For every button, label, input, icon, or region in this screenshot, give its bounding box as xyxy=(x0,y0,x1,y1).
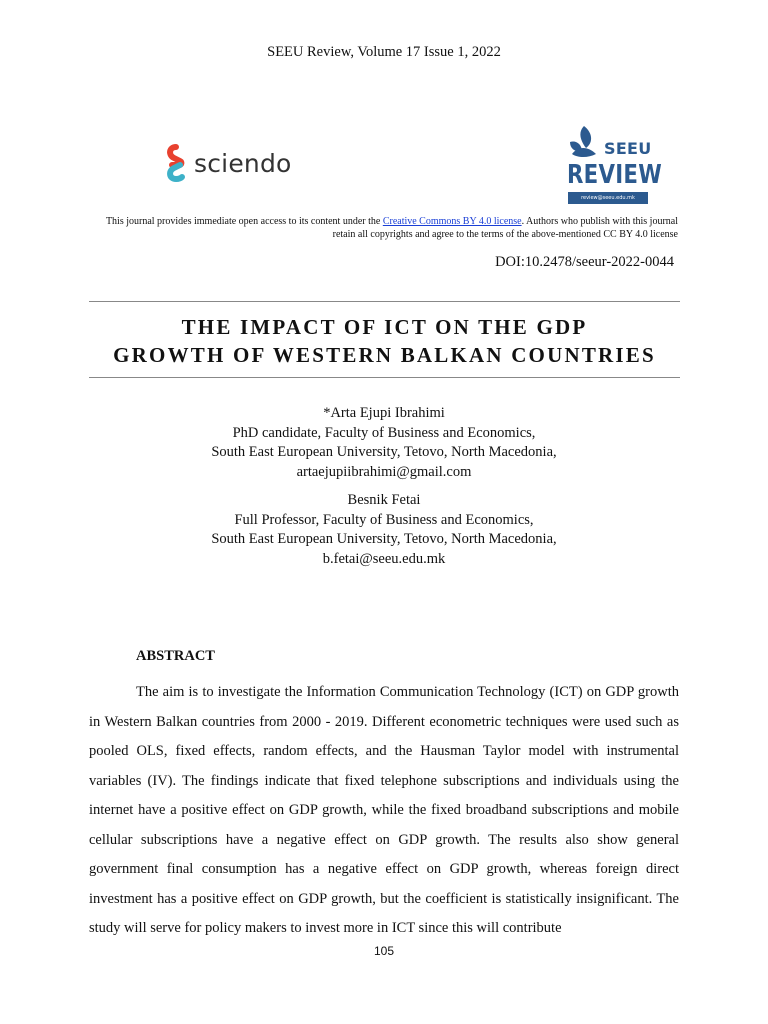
abstract-heading: ABSTRACT xyxy=(136,648,215,664)
author-email: artaejupiibrahimi@gmail.com xyxy=(296,463,472,480)
author-affiliation: South East European University, Tetovo, North Macedonia, xyxy=(211,444,557,460)
title-top-rule xyxy=(89,301,680,302)
abstract-body: The aim is to investigate the Information Communication Technology (ICT) on GDP growth in Western Balkan countries from 2000 - 2019. Different econometric techniques were used such as pooled OLS, fixed effects, random effects, and the Hausman Taylor model with instrumental variables (IV). The findings indicate that fixed telephone subscriptions and individuals using the internet have a positive effect on GDP growth, while the fixed broadband subscriptions and mobile cellular subscriptions have a negative effect on GDP growth. The results also show general government final consumption has a negative effect on GDP growth, whereas foreign direct investment has a positive effect on GDP growth, but the coefficient is statistically insignificant. The study will serve for policy makers to invest more in ICT since this will contribute xyxy=(89,684,679,936)
author-2 xyxy=(0,491,768,569)
author-name: *Arta Ejupi Ibrahimi xyxy=(323,405,445,421)
sciendo-mark-icon xyxy=(164,143,188,183)
title-line-1: THE IMPACT OF ICT ON THE GDP xyxy=(181,315,588,339)
title-line-2: GROWTH OF WESTERN BALKAN COUNTRIES xyxy=(113,343,656,367)
title-bottom-rule xyxy=(89,377,680,378)
sciendo-wordmark: sciendo xyxy=(194,148,292,178)
authors xyxy=(0,404,768,578)
review-label: REVIEW xyxy=(567,160,662,190)
seeu-label: SEEU xyxy=(604,139,652,158)
doi: DOI:10.2478/seeur-2022-0044 xyxy=(495,254,674,270)
license-note xyxy=(96,215,678,241)
author-role: Full Professor, Faculty of Business and Economics, xyxy=(234,511,534,528)
journal-header: SEEU Review, Volume 17 Issue 1, 2022 xyxy=(267,44,501,60)
author-1 xyxy=(0,404,768,482)
sciendo-logo xyxy=(164,143,292,183)
author-name: Besnik Fetai xyxy=(347,492,421,508)
author-email: b.fetai@seeu.edu.mk xyxy=(322,550,446,567)
page-number: 105 xyxy=(373,944,395,958)
seeu-email-bar: review@seeu.edu.mk xyxy=(568,192,648,204)
paper-title xyxy=(89,313,680,369)
license-text-after: . Authors who publish with this journal retain all copyrights and agree to the terms of the above-mentioned CC BY 4.0 license xyxy=(332,216,678,240)
seeu-review-logo xyxy=(566,122,662,206)
author-affiliation: South East European University, Tetovo, North Macedonia, xyxy=(211,531,557,547)
creative-commons-link[interactable]: Creative Commons BY 4.0 license xyxy=(382,216,522,227)
license-text-before: This journal provides immediate open access to its content under the xyxy=(105,216,383,227)
author-role: PhD candidate, Faculty of Business and Economics, xyxy=(232,424,536,441)
